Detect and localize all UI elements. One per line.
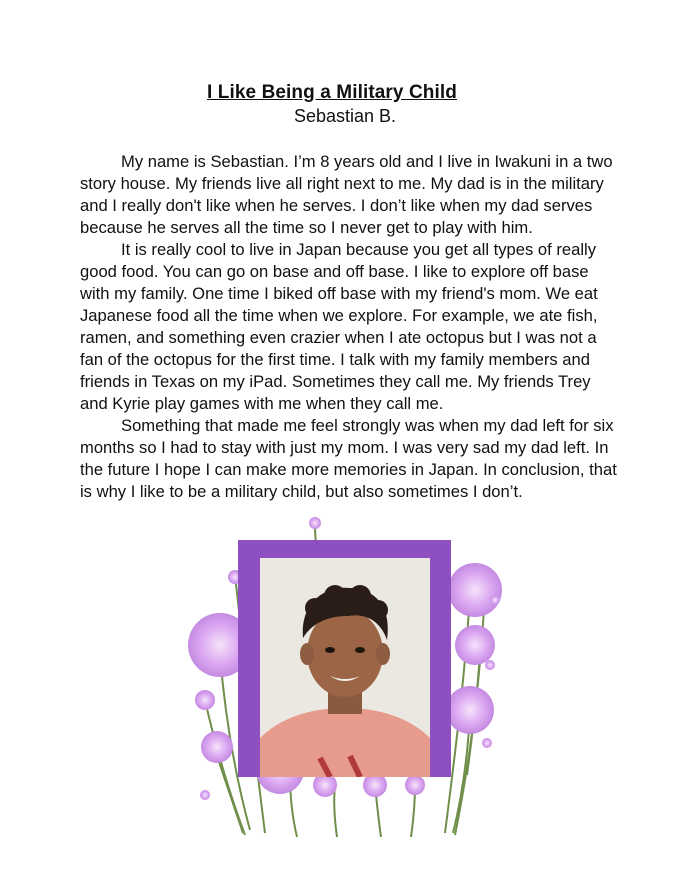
essay-title: I Like Being a Military Child bbox=[207, 82, 457, 103]
child-portrait bbox=[260, 558, 430, 777]
paragraph: It is really cool to live in Japan because you get all types of really good food. You can go on base and off base. I like to explore off base with my family. One time I biked off base with my friend's mom. We eat Japanese food all the time when we explore. For example, we ate fish, ramen, and something even crazier when I ate octopus but I was not a fan of the octopus for the first time. I talk with my family members and friends in Texas on my iPad. Sometimes they call me. My friends Trey and Kyrie play games with me when they call me. bbox=[80, 240, 598, 413]
essay-author: Sebastian B. bbox=[293, 106, 397, 126]
essay-body bbox=[80, 151, 620, 503]
paragraph: Something that made me feel strongly was when my dad left for six months so I had to stay with just my mom. I was very sad my dad left. In the future I hope I can make more memories in Japan. In conclusion, that is why I like to be a military child, but also sometimes I don’t. bbox=[80, 416, 617, 501]
paragraph: My name is Sebastian. I’m 8 years old and I live in Iwakuni in a two story house. My friends live all right next to me. My dad is in the military and I really don't like when he serves. I don’t like when my dad serves because he serves all the time so I never get to play with him. bbox=[80, 152, 613, 237]
